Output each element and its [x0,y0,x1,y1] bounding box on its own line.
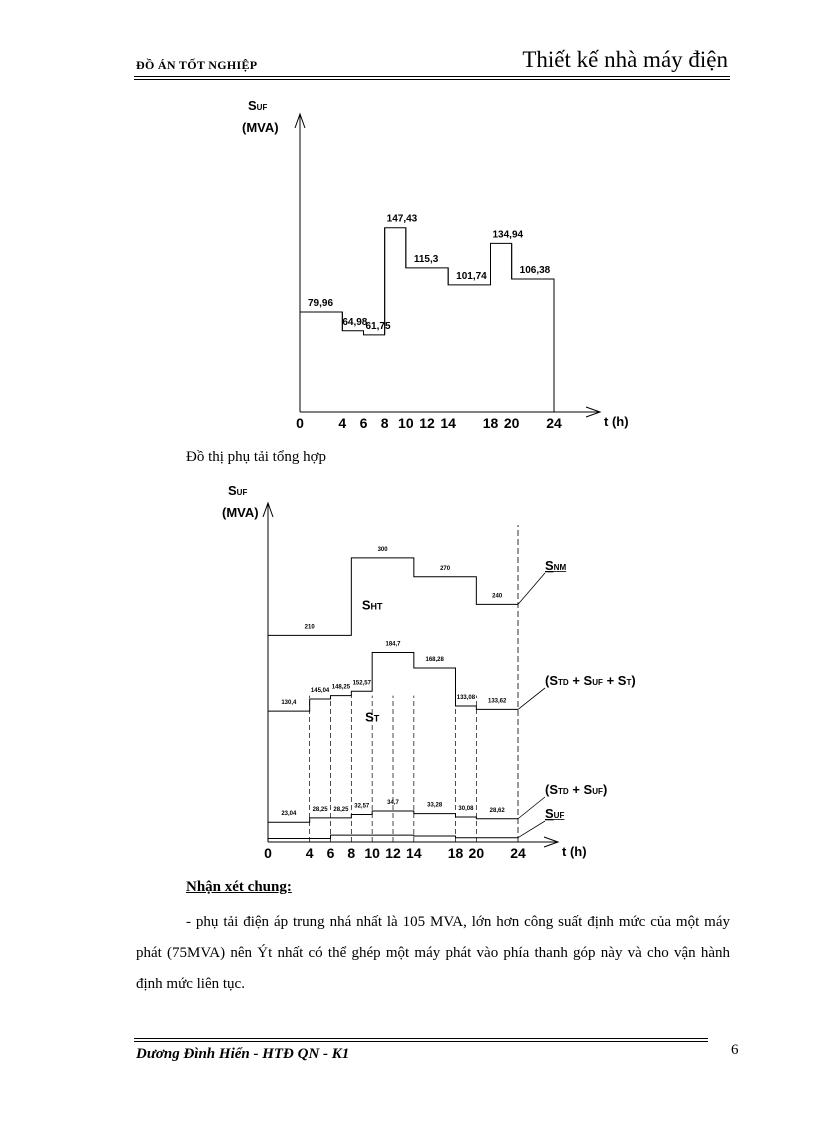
region-label-main: S [361,597,371,613]
y-axis-label-sub: UF [236,488,248,497]
series-name-part: UF [592,678,603,687]
data-label: 106,38 [519,265,551,277]
x-tick-label: 12 [419,415,435,431]
footer-author: Dương Đình Hiển - HTĐ QN - K1 [136,1046,350,1062]
series-name [545,806,564,821]
data-label: 61,75 [365,320,391,332]
figure-caption: Đồ thị phụ tải tổng hợp [186,449,327,465]
remark-heading: Nhận xét chung: [186,879,292,895]
series-name [545,673,636,688]
x-tick-label: 14 [440,415,456,431]
y-axis-label [228,483,247,498]
data-label: 28,25 [312,806,328,813]
data-label: 147,43 [386,213,418,225]
data-label: 79,96 [308,298,334,310]
x-tick-label: 4 [305,845,314,861]
series-name-part: (S [545,782,558,797]
x-tick-label: 20 [468,845,485,861]
x-axis-label: t (h) [604,414,629,429]
x-tick-label: 4 [338,415,347,431]
footer-rule [134,1041,708,1042]
data-label: 148,25 [331,684,351,691]
chart-generator-load [240,92,630,440]
series-leader-line [518,797,545,819]
series-leader-line [518,573,545,604]
data-label: 30,08 [458,806,474,813]
series-name-part: + S [568,673,593,688]
data-label: 23,04 [281,811,297,818]
series-name-part: S [545,558,554,573]
data-label: 34,7 [387,800,399,806]
x-tick-label: 24 [546,415,562,431]
y-axis-label-main: S [248,98,257,113]
series-name-part: T [626,678,632,687]
series-name-part: + S [568,782,593,797]
header-rule [134,76,730,77]
x-tick-label: 10 [398,415,414,431]
data-label: 133,08 [456,694,476,701]
data-label: 32,57 [354,803,370,810]
series-name-part: TD [558,787,569,796]
region-label-main: S [365,709,374,725]
series-name-part: UF [592,787,603,796]
header-project-title: ĐỒ ÁN TỐT NGHIỆP [136,58,258,72]
region-label-sub: HT [370,601,383,612]
series-name [545,558,566,573]
chart-combined-load [210,475,680,870]
series-name [545,782,607,797]
y-axis-label-main: S [228,483,237,498]
y-axis-unit: (MVA) [222,505,259,520]
series-name-part: (S [545,673,558,688]
series-leader-line [518,821,545,838]
x-tick-label: 24 [510,845,526,861]
data-label: 33,28 [427,802,443,809]
x-tick-label: 18 [447,845,464,861]
header-rule-thin [134,79,730,80]
series-name-part: NM [553,563,567,572]
data-label: 101,74 [456,270,487,282]
data-label: 210 [304,624,315,631]
x-axis-label: t (h) [562,844,587,859]
series-leader-line [518,688,545,709]
x-tick-label: 6 [326,845,335,861]
region-label [365,709,380,724]
x-tick-label-origin: 0 [296,415,304,431]
x-tick-label: 18 [482,415,499,431]
region-label [362,598,383,613]
x-tick-label-origin: 0 [264,845,272,861]
data-label: 145,04 [310,688,330,695]
y-axis-label-sub: UF [256,103,268,112]
x-tick-label: 14 [406,845,422,861]
data-label: 184,7 [385,641,401,648]
series-name-part: + S [602,673,627,688]
data-label: 270 [440,565,451,572]
data-label: 28,25 [333,806,349,813]
series-name-part: UF [553,811,565,820]
series-name-part: ) [631,673,636,688]
x-tick-label: 8 [347,845,356,861]
data-label: 130,4 [281,700,297,707]
x-tick-label: 10 [364,845,380,861]
series-name-part: TD [558,678,569,687]
data-label: 28,62 [489,807,505,814]
x-tick-label: 8 [380,415,389,431]
data-label: 115,3 [413,253,439,265]
y-axis-unit: (MVA) [242,120,279,135]
series-name-part: S [545,806,554,821]
x-tick-label: 6 [359,415,368,431]
data-label: 300 [377,546,388,553]
region-label-sub: T [373,713,380,724]
x-tick-label: 12 [385,845,401,861]
x-tick-label: 20 [503,415,520,431]
data-label: 152,57 [352,680,371,687]
data-label: 133,62 [487,698,507,705]
data-label: 134,94 [492,229,524,241]
data-label: 168,28 [425,657,444,664]
remark-paragraph: - phụ tải điện áp trung nhá nhất là 105 MVA, lớn hơn công suất định mức của một máy phát (75MVA) nên Ýt nhất có thể ghép một máy phát vào phía thanh góp này và cho vận hành định mức liên tục. [136,914,730,992]
footer-rule-thin [134,1038,708,1039]
data-label: 64,98 [342,316,368,328]
y-axis-label [248,98,267,113]
data-label: 240 [492,593,503,600]
header-document-title: Thiết kế nhà máy điện [522,47,728,72]
series-name-part: ) [602,782,608,797]
page-number: 6 [731,1042,739,1058]
